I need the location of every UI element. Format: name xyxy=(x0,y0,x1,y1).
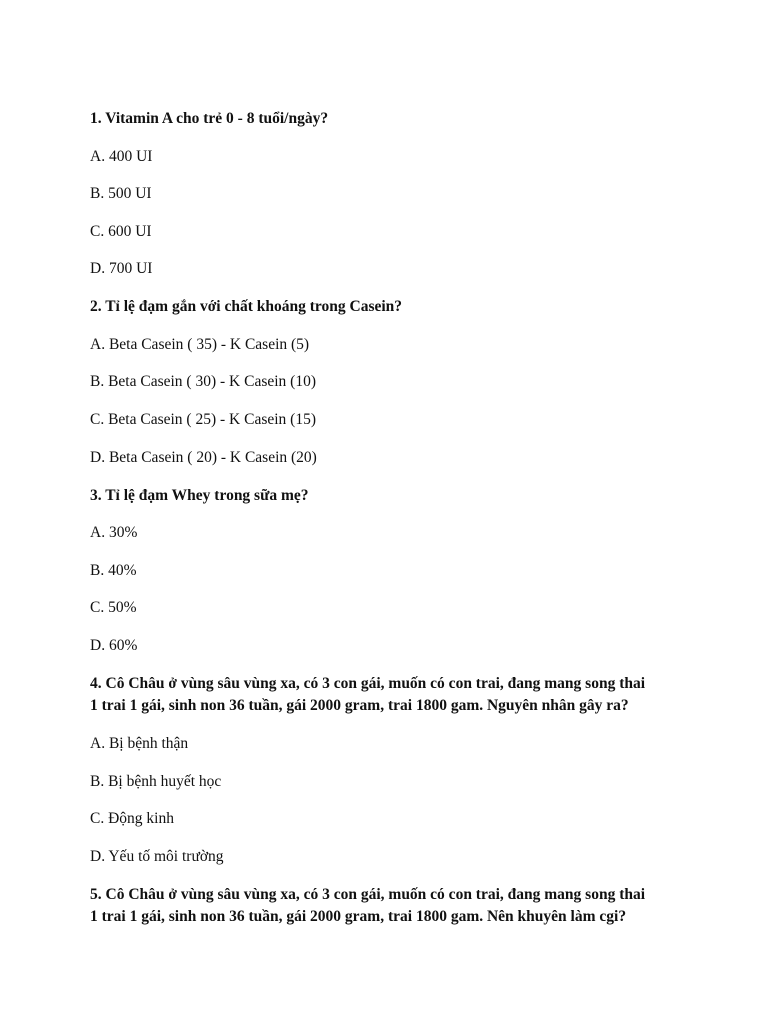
question-3-option-d: D. 60% xyxy=(90,637,138,654)
question-4-line-2: 1 trai 1 gái, sinh non 36 tuần, gái 2000 gram, trai 1800 gam. Nguyên nhân gây ra? xyxy=(90,697,629,714)
question-5-line-2: 1 trai 1 gái, sinh non 36 tuần, gái 2000 gram, trai 1800 gam. Nên khuyên làm cgi? xyxy=(90,908,627,925)
question-4-option-c: C. Động kinh xyxy=(90,810,174,827)
question-1-option-b: B. 500 UI xyxy=(90,185,152,202)
question-1-option-a: A. 400 UI xyxy=(90,148,153,165)
question-2-option-c: C. Beta Casein ( 25) - K Casein (15) xyxy=(90,411,316,428)
question-1-option-c: C. 600 UI xyxy=(90,223,152,240)
question-3: 3. Tỉ lệ đạm Whey trong sữa mẹ? xyxy=(90,487,309,504)
question-4-option-a: A. Bị bệnh thận xyxy=(90,735,189,752)
question-3-option-b: B. 40% xyxy=(90,562,137,579)
question-2-option-a: A. Beta Casein ( 35) - K Casein (5) xyxy=(90,336,310,353)
question-3-option-c: C. 50% xyxy=(90,599,137,616)
question-1: 1. Vitamin A cho trẻ 0 - 8 tuổi/ngày? xyxy=(90,110,329,127)
question-3-option-a: A. 30% xyxy=(90,524,138,541)
question-1-option-d: D. 700 UI xyxy=(90,260,153,277)
question-2-option-d: D. Beta Casein ( 20) - K Casein (20) xyxy=(90,449,317,466)
question-2: 2. Tỉ lệ đạm gắn với chất khoáng trong Casein? xyxy=(90,298,403,315)
question-4-option-d: D. Yếu tố môi trường xyxy=(90,848,224,865)
question-2-option-b: B. Beta Casein ( 30) - K Casein (10) xyxy=(90,373,316,390)
question-4-option-b: B. Bị bệnh huyết học xyxy=(90,773,222,790)
question-4-line-1: 4. Cô Châu ở vùng sâu vùng xa, có 3 con gái, muốn có con trai, đang mang song thai xyxy=(90,675,646,692)
question-5-line-1: 5. Cô Châu ở vùng sâu vùng xa, có 3 con gái, muốn có con trai, đang mang song thai xyxy=(90,886,646,903)
